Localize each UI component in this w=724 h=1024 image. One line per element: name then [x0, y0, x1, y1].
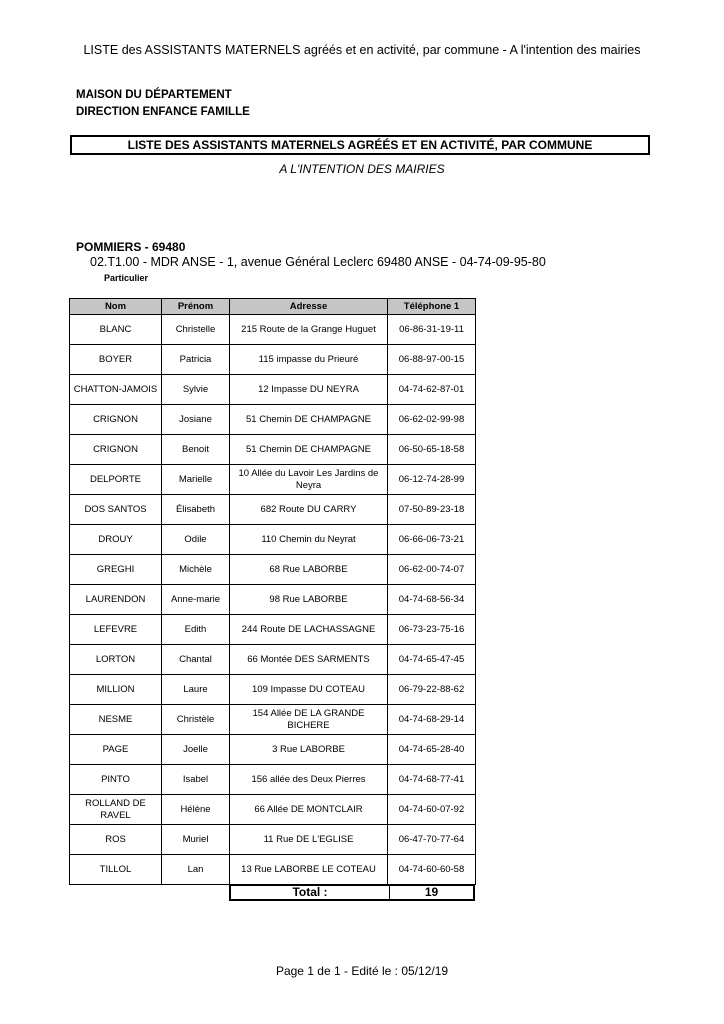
cell-adresse: 244 Route DE LACHASSAGNE — [230, 615, 388, 645]
cell-nom: CRIGNON — [70, 405, 162, 435]
cell-adresse: 66 Montée DES SARMENTS — [230, 645, 388, 675]
cell-telephone: 06-47-70-77-64 — [388, 825, 476, 855]
cell-nom: PAGE — [70, 735, 162, 765]
cell-nom: DROUY — [70, 525, 162, 555]
cell-telephone: 06-86-31-19-11 — [388, 315, 476, 345]
cell-nom: DOS SANTOS — [70, 495, 162, 525]
cell-nom: LEFEVRE — [70, 615, 162, 645]
table-row — [70, 855, 476, 885]
cell-nom: TILLOL — [70, 855, 162, 885]
cell-telephone: 06-50-65-18-58 — [388, 435, 476, 465]
cell-adresse: 66 Allée DE MONTCLAIR — [230, 795, 388, 825]
cell-adresse: 154 Allée DE LA GRANDE BICHERE — [230, 705, 388, 735]
cell-prenom: Laure — [162, 675, 230, 705]
organization-name: MAISON DU DÉPARTEMENT — [76, 89, 232, 101]
cell-prenom: Anne-marie — [162, 585, 230, 615]
table-row — [70, 555, 476, 585]
table-row — [70, 825, 476, 855]
table-row — [70, 675, 476, 705]
cell-prenom: Christèle — [162, 705, 230, 735]
table-row — [70, 315, 476, 345]
table-row — [70, 435, 476, 465]
cell-telephone: 04-74-68-77-41 — [388, 765, 476, 795]
cell-prenom: Muriel — [162, 825, 230, 855]
cell-nom: DELPORTE — [70, 465, 162, 495]
cell-adresse: 3 Rue LABORBE — [230, 735, 388, 765]
table-row — [70, 705, 476, 735]
cell-nom: ROS — [70, 825, 162, 855]
table-row — [70, 525, 476, 555]
cell-adresse: 68 Rue LABORBE — [230, 555, 388, 585]
cell-adresse: 11 Rue DE L'EGLISE — [230, 825, 388, 855]
cell-nom: CHATTON-JAMOIS — [70, 375, 162, 405]
cell-telephone: 04-74-60-07-92 — [388, 795, 476, 825]
cell-nom: BLANC — [70, 315, 162, 345]
cell-adresse: 13 Rue LABORBE LE COTEAU — [230, 855, 388, 885]
cell-prenom: Chantal — [162, 645, 230, 675]
cell-telephone: 06-88-97-00-15 — [388, 345, 476, 375]
cell-telephone: 04-74-68-56-34 — [388, 585, 476, 615]
cell-prenom: Élisabeth — [162, 495, 230, 525]
cell-telephone: 04-74-62-87-01 — [388, 375, 476, 405]
total-value: 19 — [424, 885, 439, 899]
cell-prenom: Patricia — [162, 345, 230, 375]
table-row — [70, 795, 476, 825]
cell-adresse: 156 allée des Deux Pierres — [230, 765, 388, 795]
cell-telephone: 06-79-22-88-62 — [388, 675, 476, 705]
cell-prenom: Hélène — [162, 795, 230, 825]
commune-heading: POMMIERS - 69480 — [76, 240, 186, 254]
cell-adresse: 12 Impasse DU NEYRA — [230, 375, 388, 405]
document-subtitle: A L'INTENTION DES MAIRIES — [279, 162, 445, 176]
table-body — [70, 315, 476, 885]
cell-nom: CRIGNON — [70, 435, 162, 465]
cell-prenom: Marielle — [162, 465, 230, 495]
cell-prenom: Edith — [162, 615, 230, 645]
mdr-address: 02.T1.00 - MDR ANSE - 1, avenue Général Leclerc 69480 ANSE - 04-74-09-95-80 — [90, 255, 546, 269]
table-row — [70, 735, 476, 765]
table-row — [70, 585, 476, 615]
cell-prenom: Benoit — [162, 435, 230, 465]
total-label: Total : — [231, 886, 390, 899]
assistants-table — [69, 298, 476, 885]
column-header-telephone: Téléphone 1 — [388, 299, 476, 315]
table-row — [70, 765, 476, 795]
page-footer: Page 1 de 1 - Edité le : 05/12/19 — [275, 964, 449, 978]
cell-prenom: Michèle — [162, 555, 230, 585]
cell-prenom: Odile — [162, 525, 230, 555]
cell-telephone: 04-74-60-60-58 — [388, 855, 476, 885]
cell-adresse: 98 Rue LABORBE — [230, 585, 388, 615]
cell-adresse: 51 Chemin DE CHAMPAGNE — [230, 435, 388, 465]
cell-telephone: 06-73-23-75-16 — [388, 615, 476, 645]
table-header-row — [70, 299, 476, 315]
table-row — [70, 345, 476, 375]
cell-nom: MILLION — [70, 675, 162, 705]
column-header-nom: Nom — [70, 299, 162, 315]
cell-adresse: 51 Chemin DE CHAMPAGNE — [230, 405, 388, 435]
cell-telephone: 04-74-65-28-40 — [388, 735, 476, 765]
cell-telephone: 06-66-06-73-21 — [388, 525, 476, 555]
column-header-adresse: Adresse — [230, 299, 388, 315]
cell-telephone: 07-50-89-23-18 — [388, 495, 476, 525]
table-row — [70, 375, 476, 405]
cell-nom: NESME — [70, 705, 162, 735]
cell-nom: BOYER — [70, 345, 162, 375]
column-header-prenom: Prénom — [162, 299, 230, 315]
cell-prenom: Christelle — [162, 315, 230, 345]
category-label: Particulier — [104, 273, 149, 283]
cell-adresse: 110 Chemin du Neyrat — [230, 525, 388, 555]
cell-telephone: 06-62-00-74-07 — [388, 555, 476, 585]
cell-prenom: Josiane — [162, 405, 230, 435]
table-row — [70, 465, 476, 495]
department-name: DIRECTION ENFANCE FAMILLE — [76, 106, 250, 118]
cell-prenom: Sylvie — [162, 375, 230, 405]
cell-nom: LAURENDON — [70, 585, 162, 615]
document-title: LISTE DES ASSISTANTS MATERNELS AGRÉÉS ET EN ACTIVITÉ, PAR COMMUNE — [70, 135, 650, 155]
cell-telephone: 04-74-65-47-45 — [388, 645, 476, 675]
cell-telephone: 06-62-02-99-98 — [388, 405, 476, 435]
cell-adresse: 682 Route DU CARRY — [230, 495, 388, 525]
table-row — [70, 495, 476, 525]
table-row — [70, 645, 476, 675]
table-row — [70, 615, 476, 645]
cell-nom: PINTO — [70, 765, 162, 795]
cell-adresse: 215 Route de la Grange Huguet — [230, 315, 388, 345]
cell-nom: LORTON — [70, 645, 162, 675]
cell-prenom: Joelle — [162, 735, 230, 765]
cell-adresse: 115 impasse du Prieuré — [230, 345, 388, 375]
running-header: LISTE des ASSISTANTS MATERNELS agréés et en activité, par commune - A l'intention des mairies — [83, 43, 641, 57]
cell-adresse: 109 Impasse DU COTEAU — [230, 675, 388, 705]
cell-telephone: 04-74-68-29-14 — [388, 705, 476, 735]
cell-prenom: Isabel — [162, 765, 230, 795]
cell-prenom: Lan — [162, 855, 230, 885]
total-row — [229, 884, 475, 901]
table-row — [70, 405, 476, 435]
cell-nom: ROLLAND DE RAVEL — [70, 795, 162, 825]
cell-adresse: 10 Allée du Lavoir Les Jardins de Neyra — [230, 465, 388, 495]
cell-telephone: 06-12-74-28-99 — [388, 465, 476, 495]
cell-nom: GREGHI — [70, 555, 162, 585]
